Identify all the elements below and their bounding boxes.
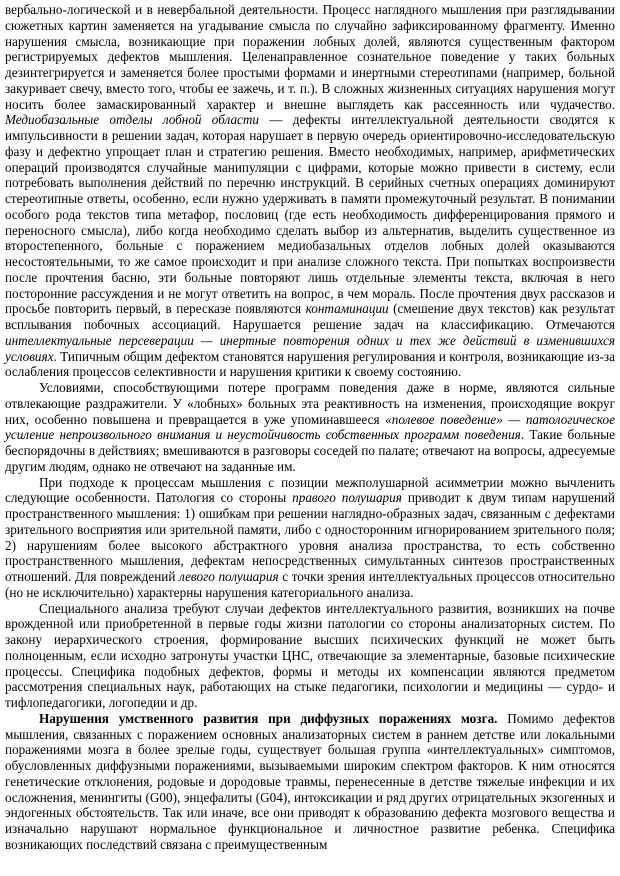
italic-term: Медиобазальные отделы лобной области — [5, 112, 260, 128]
italic-term: контаминации — [305, 301, 389, 317]
text-run: . Такие больные беспорядочны в действиях; вмешиваются в разговоры соседей по палате; отвечают на вопросы, адресуемые другим людям, однако не отвечают на заданные им. — [5, 427, 615, 474]
text-run: приводит к двум типам нарушений пространственного мышления: 1) ошибкам при решении наглядно-образных задач, связанным с дефектами зрительного восприятия или зрительной памяти, либо с односторонним игнорированием зрительного поля; 2) нарушениям более высокого абстрактного уровня анализа пространства, то есть собственно пространственного мышления, дефектам непосредственных симультанных синтезов пространственных отношений. Для повреждений — [5, 490, 615, 584]
paragraph-1 — [5, 2, 615, 380]
text-run: вербально-логической и в невербальной деятельности. Процесс наглядного мышления при разглядывании сюжетных картин заменяется на угадывание смысла по случайно зафиксированному фрагменту. Именно нарушения смысла, возникающие при поражении лобных долей, являются существенным фактором регистрируемых дефектов мышления. Целенаправленное сознательное поведение у таких больных дезинтегрируется и заменяется более простыми формами и инертными стереотипами (например, больной закуривает свечу, вместо того, чтобы ее зажечь, и т. п.). В сложных жизненных ситуациях нарушения могут носить более замаскированный характер и внешне выглядеть как рассеянность или чудачество. — [5, 2, 615, 112]
italic-term: левого полушария — [179, 569, 279, 584]
paragraph-5 — [5, 711, 615, 853]
text-run: При подходе к процессам мышления с позиции межполушарной асимметрии можно вычленить следующие особенности. Патология со стороны — [5, 474, 615, 506]
paragraph-4 — [5, 601, 615, 711]
text-run: Специального анализа требуют случаи дефектов интеллектуального развития, возникших на почве врожденной или приобретенной в первые годы жизни патологии со стороны анализаторных систем. По закону иерархического строения, формирование высших психических функций не может быть полноценным, если исходно затронуты участки ЦНС, отвечающие за элементарные, базовые психические процессы. Специфика подобных дефектов, формы и методы их компенсации являются предметом рассмотрения специальных наук, работающих на стыке педагогики, психологии и медицины — сурдо- и тифлопедагогики, логопедии и др. — [5, 600, 615, 710]
text-run: Помимо дефектов мышления, связанных с поражением основных анализаторных систем в раннем детстве или локальными поражениями мозга в более зрелые годы, существует большая группа «интеллектуальных» симптомов, обусловленных диффузными поражениями, вызываемыми широким спектром факторов. К ним относятся генетические отклонения, родовые и дородовые травмы, перенесенные в детстве тяжелые инфекции и их осложнения, менингиты (G00), энцефалиты (G04), интоксикации и ряд других отрицательных экзогенных и эндогенных обстоятельств. Так или иначе, все они приводят к образованию дефекта мозгового вещества и изначально нарушают нормальное функциональное и личностное развитие ребенка. Специфика возникающих последствий связана с преимущественным — [5, 710, 615, 852]
text-run: (смешение двух текстов) как результат всплывания побочных ассоциаций. Нарушается решение задач на классификацию. Отмечаются — [5, 301, 615, 332]
italic-term: «полевое поведение» — патологическое усиление непроизвольного внимания и неустойчивость собственных программ поведения — [5, 411, 615, 443]
paragraph-2 — [5, 380, 615, 475]
text-run: . Типичным общим дефектом становятся нарушения регулирования и контроля, возникающие из-за ослабления процессов селективности и нарушения критики к своему состоянию. — [5, 348, 615, 380]
text-run: — дефекты интеллектуальной деятельности сводятся к импульсивности в решении задач, которая нарушает в первую очередь ориентировочно-исследовательскую фазу и дефектно упрощает план и стратегию решения. Вместо необходимых, например, арифметических операций производятся случайные манипуляции с цифрами, которые можно привести в систему, если потребовать выполнения действий по перечню инструкций. В серийных счетных операциях доминируют стереотипные ответы, особенно, если нужно удерживать в памяти промежуточный результат. В понимании особого рода текстов типа метафор, пословиц (где есть необходимость дифференцирования прямого и переносного смысла), либо когда необходимо сделать выбор из альтернатив, выделить существенное из второстепенного, больные с поражением медиобазальных отделов лобных долей оказываются несостоятельными, то же самое происходит и при анализе сложного текста. При попытках воспроизвести после прочтения басню, эти больные повторяют лишь отдельные элементы текста, включая в него посторонние рассуждения и не могут ответить на вопрос, в чем мораль. После прочтения двух рассказов и просьбе повторить первый, в пересказе появляются — [5, 112, 615, 317]
italic-term: правого полушария — [292, 490, 402, 506]
paragraph-3 — [5, 475, 615, 601]
section-heading: Нарушения умственного развития при диффузных поражениях мозга. — [39, 710, 498, 726]
text-run: Условиями, способствующими потере программ поведения даже в норме, являются сильные отвлекающие раздражители. У «лобных» больных эта реактивность на изменения, происходящие вокруг них, особенно повышена и превращается в уже упоминавшееся — [5, 380, 615, 427]
italic-term: интеллектуальные персеверации — инертные повторения одних и тех же действий в изменившихся условиях — [5, 332, 615, 364]
text-run: с точки зрения интеллектуальных процессов относительно (но не исключительно) характерны нарушения категориального анализа. — [5, 569, 615, 600]
